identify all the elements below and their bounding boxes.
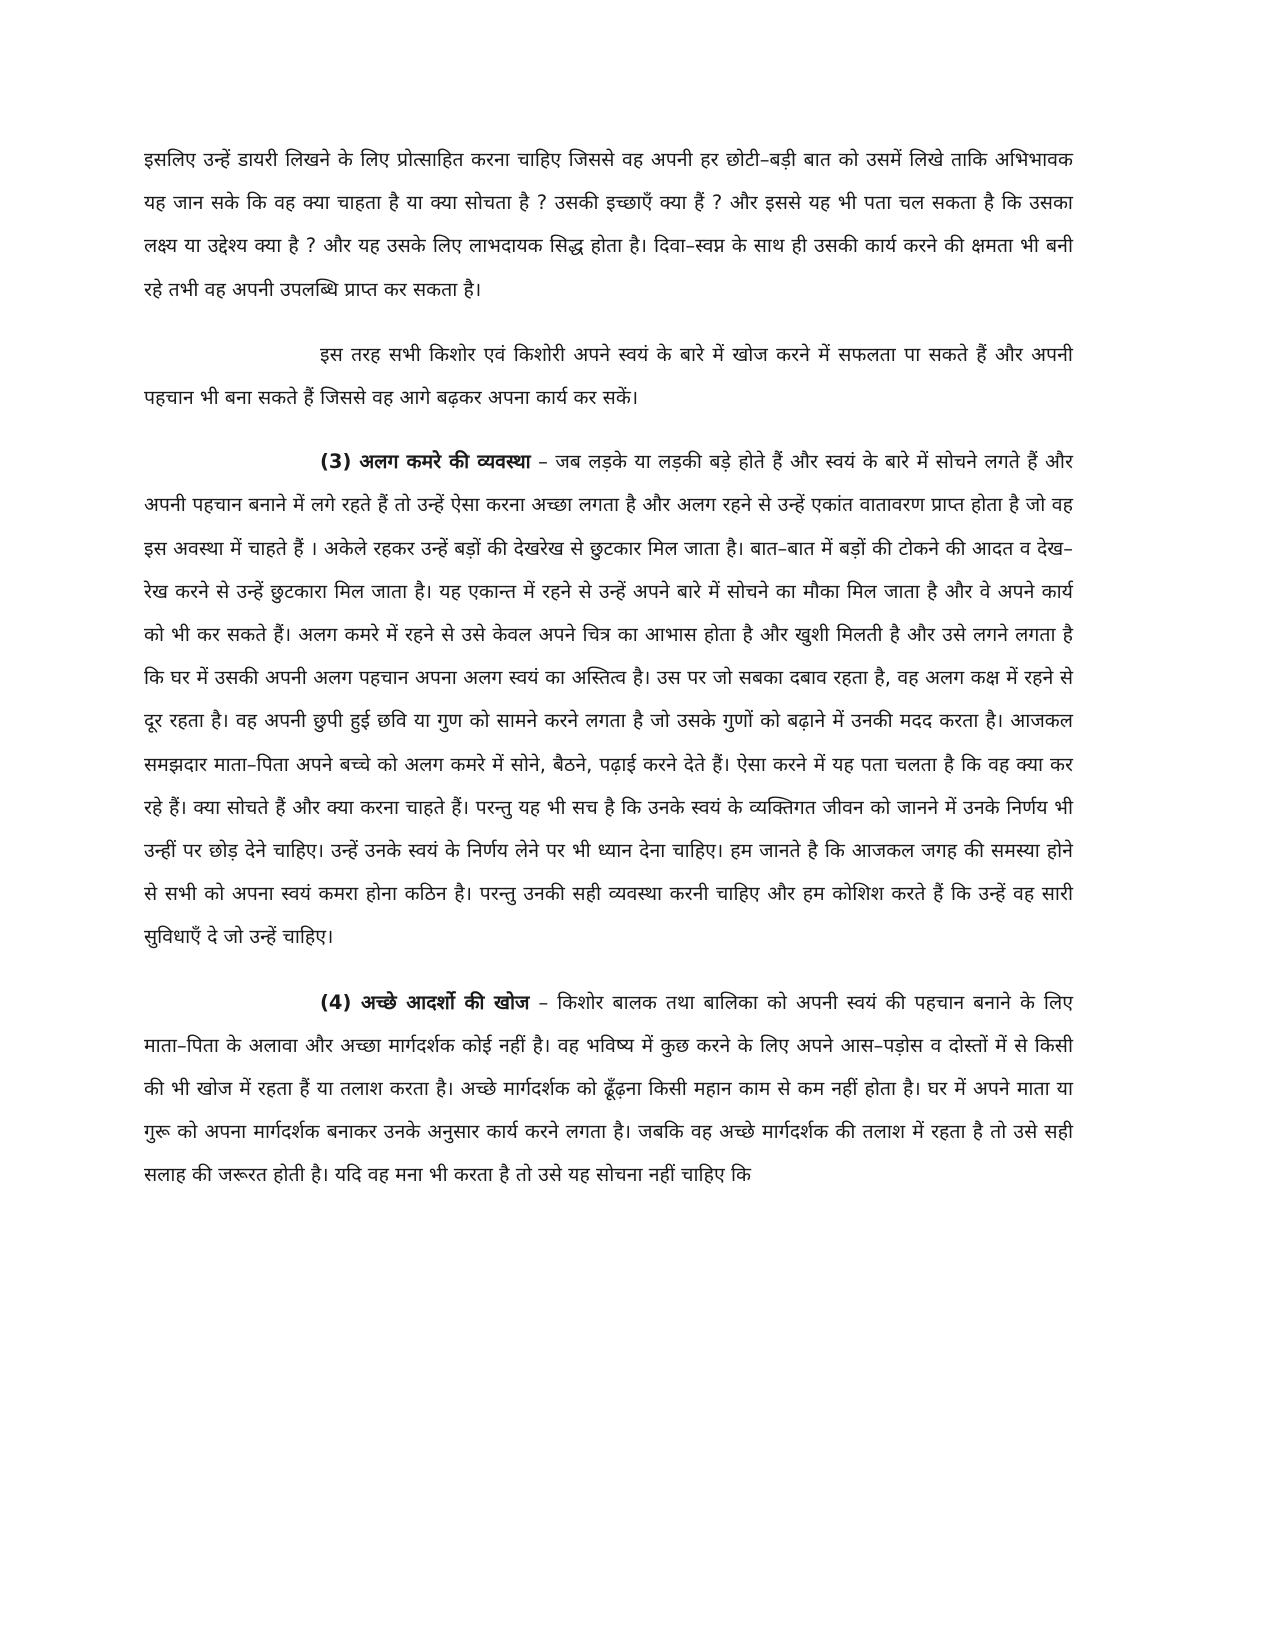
- paragraph-text: – किशोर बालक तथा बालिका को अपनी स्वयं की पहचान बनाने के लिए माता–पिता के अलावा और अच्छा मार्गदर्शक कोई नहीं है। वह भविष्य में कुछ करने के लिए अपने आस–पड़ोस व दोस्तों में से किसी की भी खोज में रहता हैं या तलाश करता है। अच्छे मार्गदर्शक को ढूँढ़ना किसी महान काम से कम नहीं होता है। घर में अपने माता या गुरू को अपना मार्गदर्शक बनाकर उनके अनुसार कार्य करने लगता है। जबकि वह अच्छे मार्गदर्शक की तलाश में रहता है तो उसे सही सलाह की जरूरत होती है। यदि वह मना भी करता है तो उसे यह सोचना नहीं चाहिए कि: [144, 990, 1073, 1187]
- paragraph-good-ideals: [144, 981, 1073, 1197]
- section-heading: (4) अच्छे आदर्शो की खोज: [320, 990, 530, 1014]
- paragraph-self-discovery: [144, 333, 1073, 419]
- paragraph-text: – जब लड़के या लड़की बड़े होते हैं और स्वयं के बारे में सोचने लगते हैं और अपनी पहचान बनाने में लगे रहते हैं तो उन्हें ऐसा करना अच्छा लगता है और अलग रहने से उन्हें एकांत वातावरण प्राप्त होता है जो वह इस अवस्था में चाहते हैं । अकेले रहकर उन्हें बड़ों की देखरेख से छुटकार मिल जाता है। बात–बात में बड़ों की टोकने की आदत व देख–रेख करने से उन्हें छुटकारा मिल जाता है। यह एकान्त में रहने से उन्हें अपने बारे में सोचने का मौका मिल जाता है और वे अपने कार्य को भी कर सकते हैं। अलग कमरे में रहने से उसे केवल अपने चित्र का आभास होता है और खुशी मिलती है और उसे लगने लगता है कि घर में उसकी अपनी अलग पहचान अपना अलग स्वयं का अस्तित्व है। उस पर जो सबका दबाव रहता है, वह अलग कक्ष में रहने से दूर रहता है। वह अपनी छुपी हुई छवि या गुण को सामने करने लगता है जो उसके गुणों को बढ़ाने में उनकी मदद करता है। आजकल समझदार माता–पिता अपने बच्चे को अलग कमरे में सोने, बैठने, पढ़ाई करने देते हैं। ऐसा करने में यह पता चलता है कि वह क्या कर रहे हैं। क्या सोचते हैं और क्या करना चाहते हैं। परन्तु यह भी सच है कि उनके स्वयं के व्यक्तिगत जीवन को जानने में उनके निर्णय भी उन्हीं पर छोड़ देने चाहिए। उन्हें उनके स्वयं के निर्णय लेने पर भी ध्यान देना चाहिए। हम जानते है कि आजकल जगह की समस्या होने से सभी को अपना स्वयं कमरा होना कठिन है। परन्तु उनकी सही व्यवस्था करनी चाहिए और हम कोशिश करते हैं कि उन्हें वह सारी सुविधाएँ दे जो उन्हें चाहिए।: [144, 450, 1073, 949]
- paragraph-separate-room: [144, 440, 1073, 958]
- paragraph-text: इसलिए उन्हें डायरी लिखने के लिए प्रोत्साहित करना चाहिए जिससे वह अपनी हर छोटी–बड़ी बात को उसमें लिखे ताकि अभिभावक यह जान सके कि वह क्या चाहता है या क्या सोचता है ? उसकी इच्छाएँ क्या हैं ? और इससे यह भी पता चल सकता है कि उसका लक्ष्य या उद्देश्य क्या है ? और यह उसके लिए लाभदायक सिद्ध होता है। दिवा–स्वप्न के साथ ही उसकी कार्य करने की क्षमता भी बनी रहे तभी वह अपनी उपलब्धि प्राप्त कर सकता है।: [144, 148, 1073, 301]
- document-page: [144, 138, 1073, 1197]
- paragraph-text: इस तरह सभी किशोर एवं किशोरी अपने स्वयं के बारे में खोज करने में सफलता पा सकते हैं और अपनी पहचान भी बना सकते हैं जिससे वह आगे बढ़कर अपना कार्य कर सकें।: [144, 342, 1073, 410]
- paragraph-diary: [144, 138, 1073, 311]
- section-heading: (3) अलग कमरे की व्यवस्था: [320, 450, 531, 474]
